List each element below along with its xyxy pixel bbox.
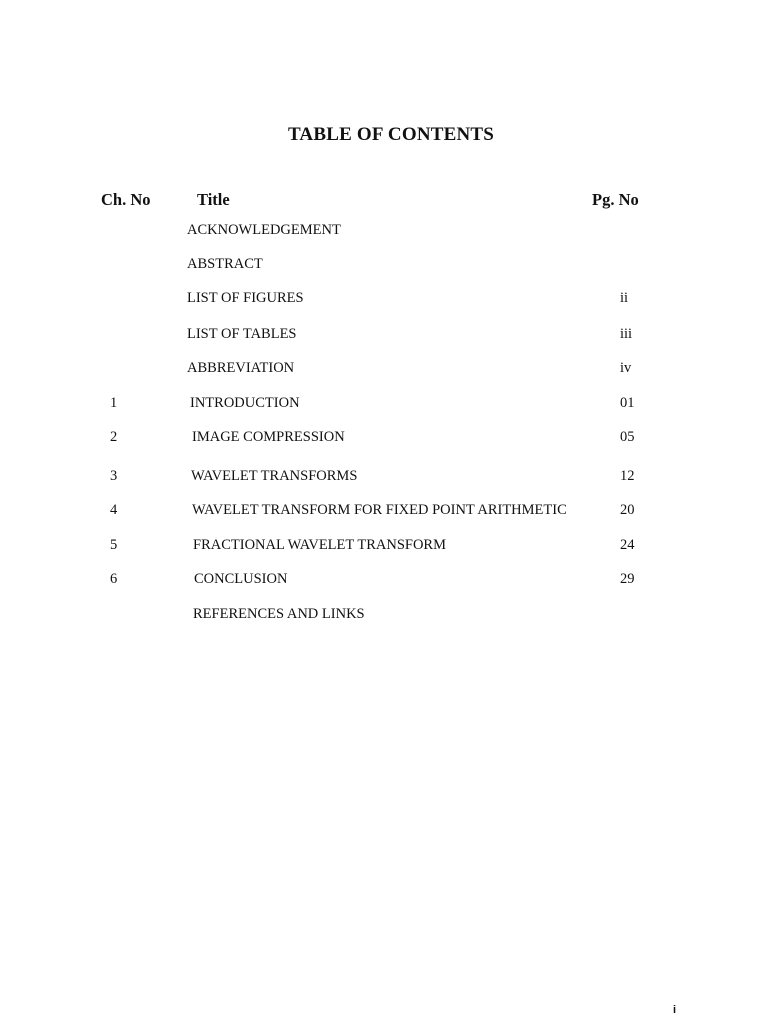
chapter-number: 2 (110, 429, 118, 445)
entry-title: WAVELET TRANSFORMS (191, 468, 358, 484)
entry-title: LIST OF TABLES (187, 326, 297, 342)
page-title: TABLE OF CONTENTS (287, 124, 495, 145)
toc-row (0, 537, 768, 557)
column-header-title: Title (197, 190, 230, 209)
chapter-number: 5 (110, 537, 118, 553)
toc-row (0, 429, 768, 449)
chapter-number: 4 (110, 502, 118, 518)
column-header-chapter-no: Ch. No (101, 190, 151, 209)
entry-title: ACKNOWLEDGEMENT (187, 222, 341, 238)
entry-title: WAVELET TRANSFORM FOR FIXED POINT ARITHMETIC (192, 502, 567, 518)
page-folio: i (672, 1004, 676, 1016)
toc-row (0, 290, 768, 310)
chapter-number: 6 (110, 571, 118, 587)
entry-title: INTRODUCTION (190, 395, 300, 411)
toc-row (0, 256, 768, 276)
toc-row (0, 571, 768, 591)
page-number: 05 (620, 429, 635, 445)
toc-row (0, 502, 768, 522)
chapter-number: 1 (110, 395, 118, 411)
entry-title: LIST OF FIGURES (187, 290, 304, 306)
page-number: ii (620, 290, 629, 306)
toc-row (0, 468, 768, 488)
entry-title: ABBREVIATION (187, 360, 295, 376)
entry-title: FRACTIONAL WAVELET TRANSFORM (193, 537, 446, 553)
entry-title: CONCLUSION (194, 571, 288, 587)
toc-row (0, 360, 768, 380)
entry-title: IMAGE COMPRESSION (192, 429, 345, 445)
chapter-number: 3 (110, 468, 118, 484)
page-number: 24 (620, 537, 635, 553)
entry-title: REFERENCES AND LINKS (193, 606, 365, 622)
entry-title: ABSTRACT (187, 256, 263, 272)
toc-row (0, 395, 768, 415)
page-number: 12 (620, 468, 635, 484)
page-number: 20 (620, 502, 635, 518)
toc-row (0, 222, 768, 242)
column-header-page-no: Pg. No (592, 190, 639, 209)
toc-row (0, 606, 768, 626)
toc-row (0, 326, 768, 346)
page-number: 29 (620, 571, 635, 587)
page-number: 01 (620, 395, 635, 411)
page-number: iv (620, 360, 632, 376)
page-number: iii (620, 326, 633, 342)
